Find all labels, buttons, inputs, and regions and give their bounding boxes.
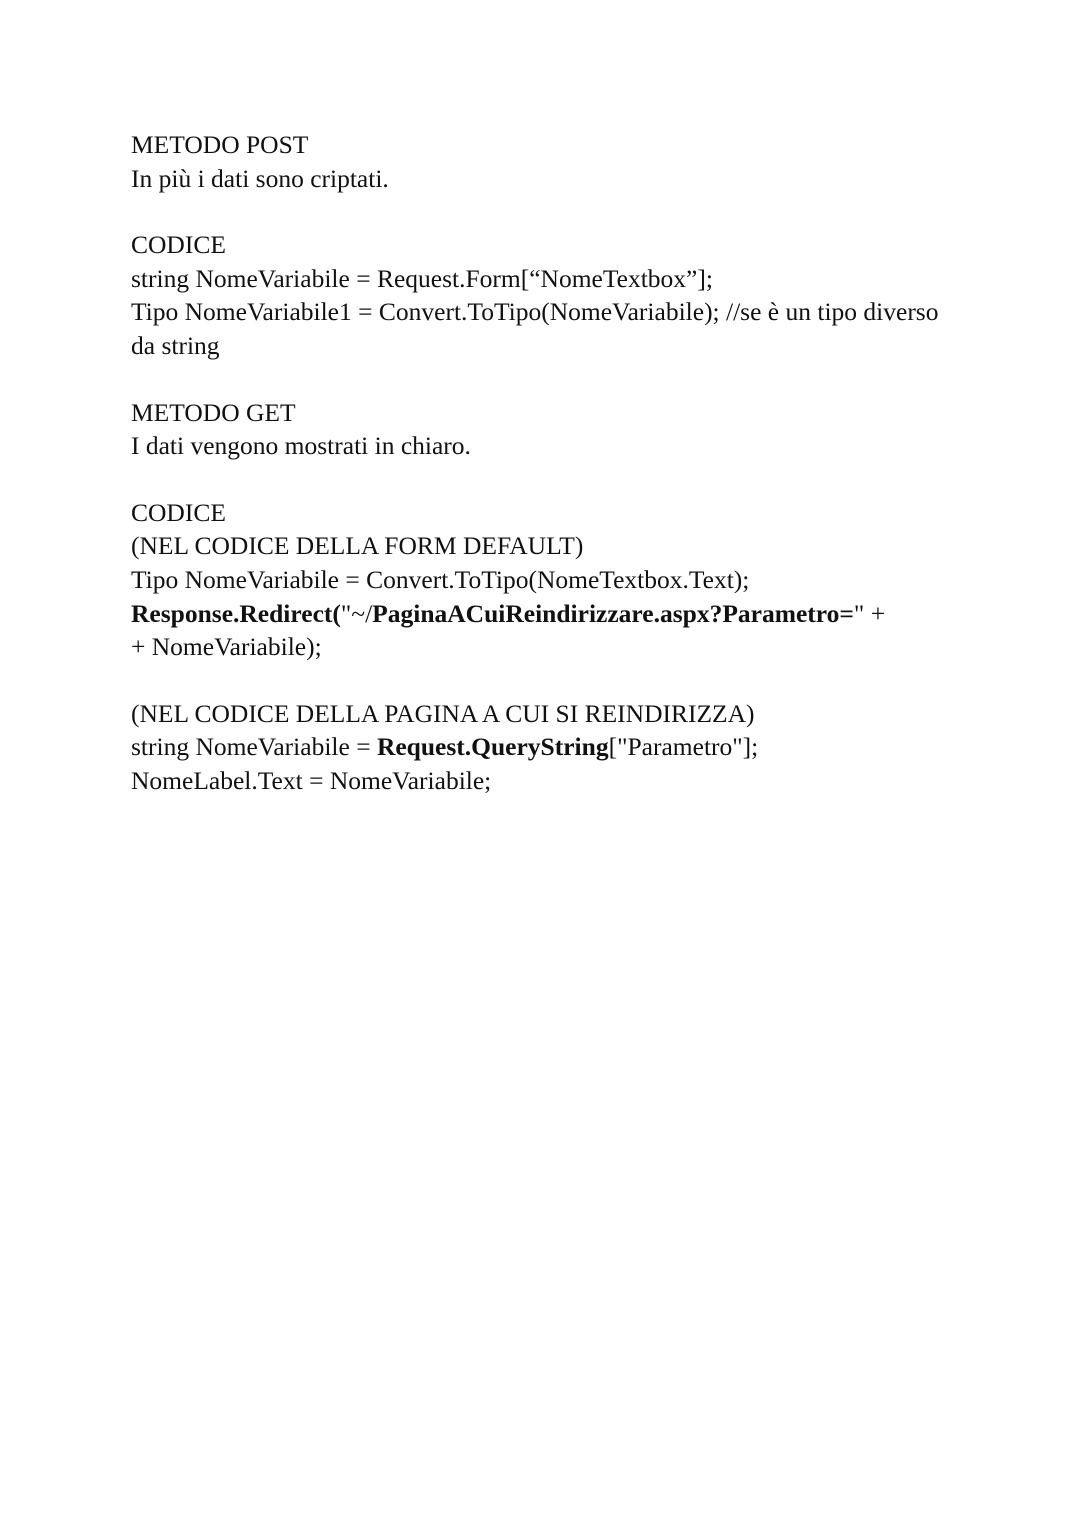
redirect-code-continuation: + NomeVariabile); (131, 632, 322, 662)
post-code-line-1: string NomeVariabile = Request.Form[“NomeTextbox”]; (131, 263, 713, 293)
redirect-code-line (131, 597, 961, 631)
post-method-description: In più i dati sono criptati. (131, 163, 389, 193)
spacer (131, 463, 961, 496)
get-code-line-1: Tipo NomeVariabile = Convert.ToTipo(NomeTextbox.Text); (131, 564, 750, 594)
post-code-line-2: Tipo NomeVariabile1 = Convert.ToTipo(NomeVariabile); //se è un tipo diverso (131, 297, 939, 327)
querystring-prefix: string NomeVariabile = (131, 732, 377, 762)
redirect-string-prefix: "~/ (340, 598, 373, 628)
default-form-note: (NEL CODICE DELLA FORM DEFAULT) (131, 531, 584, 561)
querystring-suffix: ["Parametro"]; (608, 732, 759, 762)
redirect-method-text: Response.Redirect( (131, 598, 341, 628)
target-page-note: (NEL CODICE DELLA PAGINA A CUI SI REINDIRIZZA) (131, 698, 755, 728)
get-method-heading: METODO GET (131, 397, 296, 427)
get-code-heading: CODICE (131, 497, 226, 527)
querystring-code-line (131, 730, 961, 764)
post-method-heading: METODO POST (131, 130, 309, 159)
querystring-method-text: Request.QueryString (376, 732, 609, 762)
redirect-suffix: " + (853, 598, 886, 628)
spacer (131, 363, 961, 396)
spacer (131, 195, 961, 228)
spacer (131, 664, 961, 697)
get-method-description: I dati vengono mostrati in chiaro. (131, 431, 471, 461)
post-code-line-2-continuation: da string (131, 330, 220, 360)
label-assignment-line: NomeLabel.Text = NomeVariabile; (131, 765, 492, 795)
redirect-page-text: PaginaACuiReindirizzare.aspx?Parametro= (372, 598, 854, 628)
post-code-heading: CODICE (131, 230, 226, 260)
document-content (131, 128, 961, 798)
